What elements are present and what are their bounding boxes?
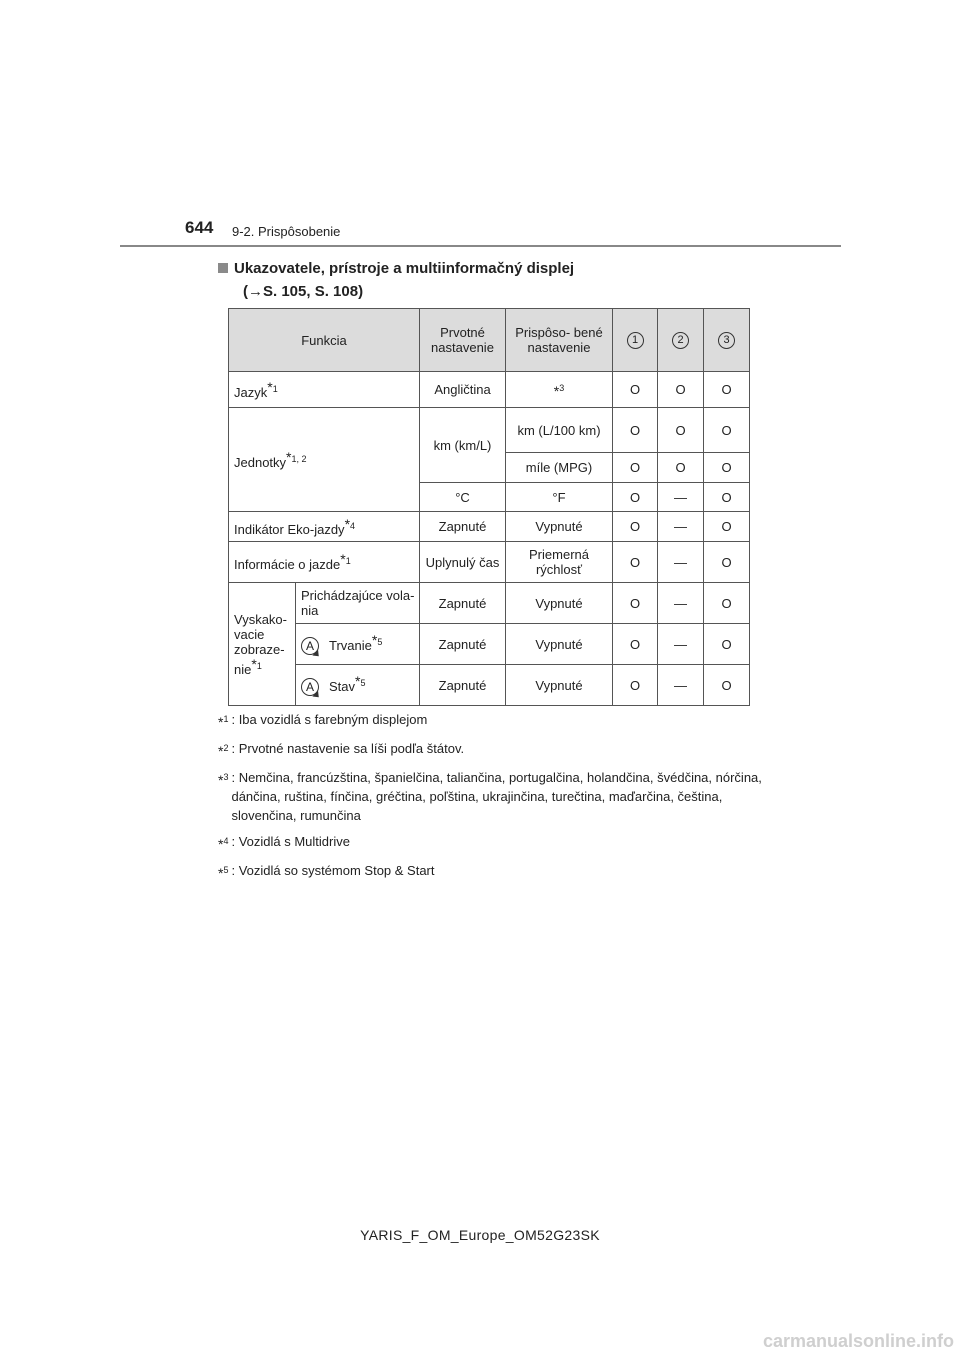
table-row: A Trvanie$^{*5}$ Zapnuté Vypnuté O — O bbox=[229, 624, 750, 665]
settings-table bbox=[228, 308, 750, 706]
page-number: 644 bbox=[185, 218, 214, 237]
table-row: °C °F O — O bbox=[229, 483, 750, 512]
header-col-2 bbox=[658, 309, 704, 372]
circled-number-3-icon: 3 bbox=[718, 332, 735, 349]
table-row: Jazyk$^{*1}$ Angličtina *$^3$ O O O bbox=[229, 372, 750, 408]
footnote-3: *$^3$ : Nemčina, francúzština, španielčina, taliančina, portugalčina, holandčina, švédčina, nórčina, dánčina, ruština, fínčina, gréčtina, poľština, ukrajinčina, turečtina, maďarčina, čeština, slovenčina, rumunčina bbox=[218, 770, 762, 823]
table-row: Indikátor Eko-jazdy$^{*4}$ Zapnuté Vypnuté O — O bbox=[229, 512, 750, 542]
footnote-4: *$^4$ : Vozidlá s Multidrive bbox=[218, 834, 350, 852]
header-function: Funkcia bbox=[229, 309, 420, 372]
header-col-3 bbox=[704, 309, 750, 372]
square-bullet-icon bbox=[218, 263, 228, 273]
header-col-1 bbox=[613, 309, 658, 372]
header-divider bbox=[120, 245, 841, 247]
table-row: Jednotky$^{*1, 2}$ km (km/L) km (L/100 km) O O O bbox=[229, 408, 750, 453]
auto-a-icon: A bbox=[301, 678, 319, 696]
footnote-2: *$^2$ : Prvotné nastavenie sa líši podľa štátov. bbox=[218, 741, 465, 759]
section-heading: Ukazovatele, prístroje a multiinformačný displej (→S. 105, S. 108) bbox=[218, 257, 574, 303]
footnotes bbox=[218, 710, 778, 890]
table-row: Vyskako- vacie zobraze- nie$^{*1}$ Prichádzajúce vola- nia Zapnuté Vypnuté O — O bbox=[229, 583, 750, 624]
watermark: carmanualsonline.info bbox=[762, 1331, 954, 1351]
document-footer: YARIS_F_OM_Europe_OM52G23SK bbox=[360, 1227, 600, 1243]
table-row: A Stav$^{*5}$ Zapnuté Vypnuté O — O bbox=[229, 665, 750, 706]
table-header-row bbox=[229, 309, 750, 372]
table-row: míle (MPG) O O O bbox=[229, 453, 750, 483]
auto-a-icon: A bbox=[301, 637, 319, 655]
section-title: 9-2. Prispôsobenie bbox=[232, 224, 341, 239]
page-reference-link[interactable]: S. 105, S. 108) bbox=[263, 283, 364, 300]
footnote-1: *$^1$ : Iba vozidlá s farebným displejom bbox=[218, 712, 428, 730]
circled-number-2-icon: 2 bbox=[672, 332, 689, 349]
header-custom: Prispôso- bené nastavenie bbox=[506, 309, 613, 372]
arrow-right-icon: → bbox=[248, 283, 263, 300]
header-default: Prvotné nastavenie bbox=[420, 309, 506, 372]
footnote-5: *$^5$ : Vozidlá so systémom Stop & Start bbox=[218, 863, 435, 881]
table-row: Informácie o jazde$^{*1}$ Uplynulý čas Priemerná rýchlosť O — O bbox=[229, 542, 750, 583]
circled-number-1-icon: 1 bbox=[627, 332, 644, 349]
